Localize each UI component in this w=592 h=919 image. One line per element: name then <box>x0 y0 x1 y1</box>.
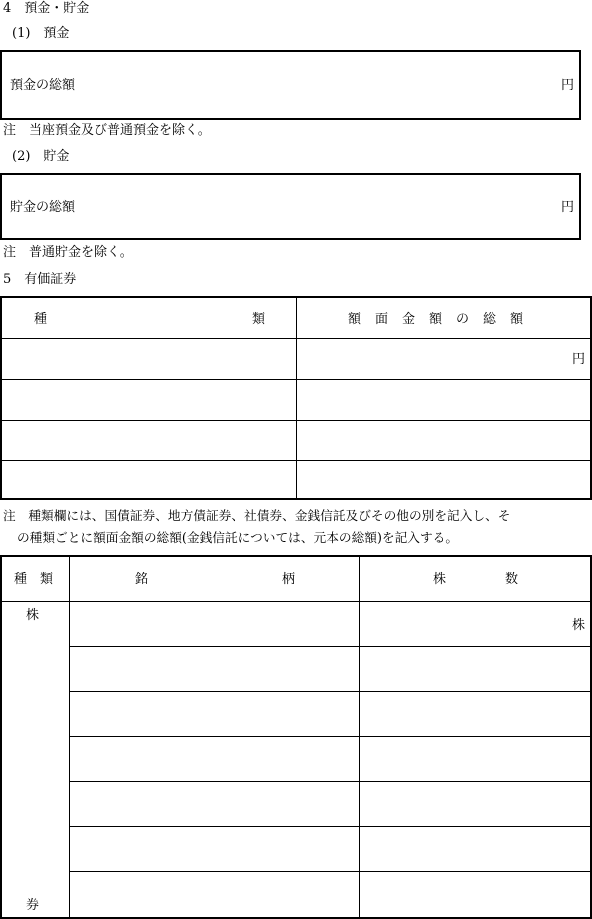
securities-total-header: 額 面 金 額 の 総 額 <box>348 312 524 327</box>
stock-row-line <box>69 826 590 827</box>
stock-row-line <box>69 646 590 647</box>
securities-row-line <box>2 338 590 339</box>
savings-total-unit: 円 <box>560 200 574 215</box>
stock-row1-unit: 株 <box>571 618 585 633</box>
stock-kind-bottom: 券 <box>26 898 40 913</box>
stock-row-line <box>69 691 590 692</box>
subsection-deposit-heading: (1) 預金 <box>12 26 70 41</box>
savings-total-box <box>0 173 581 240</box>
securities-col-divider <box>296 298 297 498</box>
securities-row1-unit: 円 <box>571 352 585 367</box>
section-4-heading: 4 預金・貯金 <box>3 1 90 16</box>
deposit-total-box <box>0 50 581 120</box>
stock-table <box>0 555 592 919</box>
stock-name-header-b: 柄 <box>282 572 296 587</box>
section-5-heading: 5 有価証券 <box>3 272 77 287</box>
stock-kind-top: 株 <box>26 608 40 623</box>
savings-total-label: 貯金の総額 <box>10 200 76 215</box>
stock-row-line <box>69 736 590 737</box>
deposit-note: 注 当座預金及び普通預金を除く。 <box>3 123 211 138</box>
deposit-total-unit: 円 <box>560 78 574 93</box>
securities-row-line <box>2 420 590 421</box>
stock-header-line <box>2 601 590 602</box>
deposit-total-label: 預金の総額 <box>10 78 76 93</box>
savings-note: 注 普通貯金を除く。 <box>3 245 133 260</box>
subsection-savings-heading: (2) 貯金 <box>12 149 70 164</box>
securities-note-line1: 注 種類欄には、国債証券、地方債証券、社債券、金銭信託及びその他の別を記入し、そ <box>3 508 511 523</box>
stock-kind-header: 種 類 <box>14 572 54 587</box>
stock-shares-header-b: 数 <box>505 572 519 587</box>
securities-row-line <box>2 379 590 380</box>
stock-shares-header-a: 株 <box>433 572 447 587</box>
securities-row-line <box>2 460 590 461</box>
securities-note-line2: の種類ごとに額面金額の総額(金銭信託については、元本の総額)を記入する。 <box>17 530 459 545</box>
stock-row-line <box>69 781 590 782</box>
stock-col-divider-1 <box>69 557 70 917</box>
securities-kind-header-b: 類 <box>252 312 266 327</box>
securities-table <box>0 296 592 500</box>
stock-name-header-a: 銘 <box>135 572 149 587</box>
stock-row-line <box>69 871 590 872</box>
stock-col-divider-2 <box>359 557 360 917</box>
securities-kind-header-a: 種 <box>34 312 48 327</box>
